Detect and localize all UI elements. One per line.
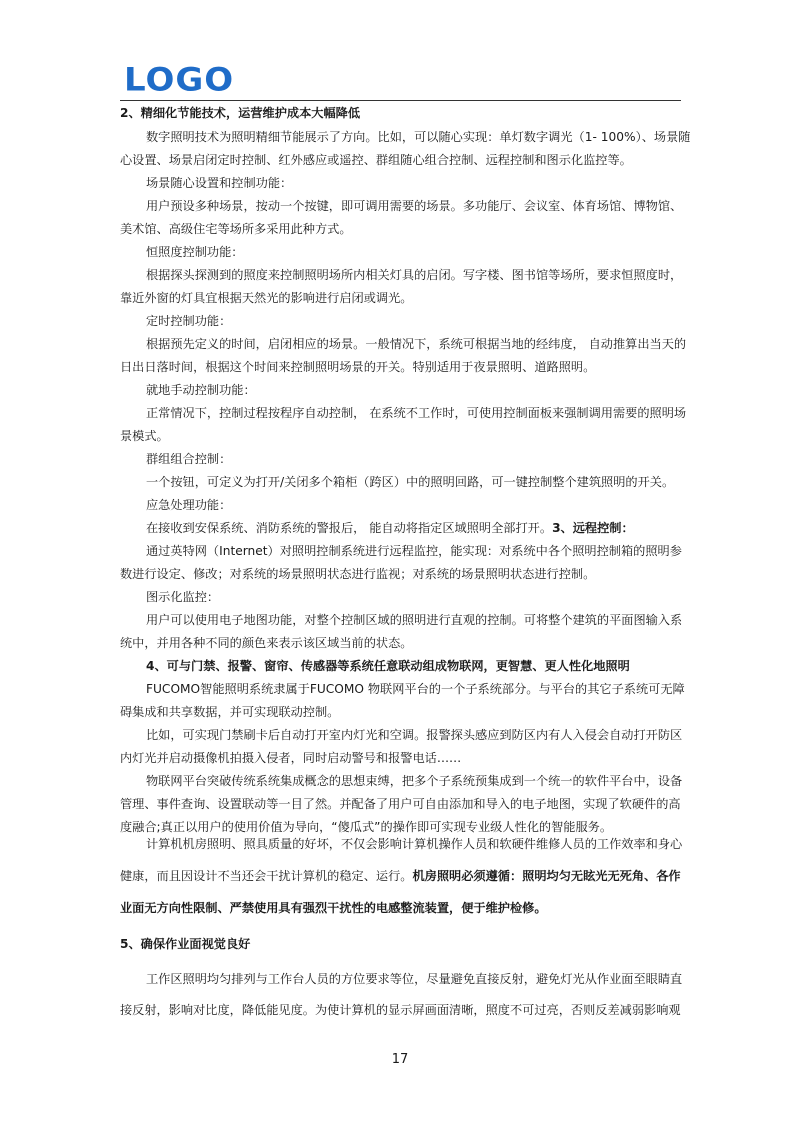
paragraph-line: 美术馆、高级住宅等场所多采用此种方式。 bbox=[120, 222, 352, 236]
paragraph-line: 接反射，影响对比度，降低能见度。为使计算机的显示屏画面清晰，照度不可过亮，否则反差减弱影响观 bbox=[120, 1003, 681, 1017]
paragraph-line: 计算机机房照明、照具质量的好坏，不仅会影响计算机操作人员和软硬件维修人员的工作效率和身心 bbox=[146, 837, 683, 851]
section-heading-4: 4、可与门禁、报警、窗帘、传感器等系统任意联动组成物联网，更智慧、更人性化地照明 bbox=[146, 659, 630, 673]
subheading: 就地手动控制功能： bbox=[146, 383, 256, 397]
paragraph-line: 心设置、场景启闭定时控制、红外感应或遥控、群组随心组合控制、远程控制和图示化监控等。 bbox=[120, 153, 632, 167]
section-heading-5: 5、确保作业面视觉良好 bbox=[120, 937, 251, 951]
paragraph-line: 日出日落时间，根据这个时间来控制照明场景的开关。特别适用于夜景照明、道路照明。 bbox=[120, 360, 596, 374]
subheading: 图示化监控： bbox=[146, 590, 220, 604]
paragraph-line: FUCOMO智能照明系统隶属于FUCOMO 物联网平台的一个子系统部分。与平台的其它子系统可无障 bbox=[146, 682, 685, 696]
paragraph-line: 度融合;真正以用户的使用价值为导向，“傻瓜式”的操作即可实现专业级人性化的智能服务。 bbox=[120, 820, 613, 834]
subheading: 场景随心设置和控制功能： bbox=[146, 176, 293, 190]
paragraph-line: 管理、事件查询、设置联动等一目了然。并配备了用户可自由添加和导入的电子地图，实现了软硬件的高 bbox=[120, 797, 681, 811]
emphasis-text: 机房照明必须遵循：照明均匀无眩光无死角、各作 bbox=[412, 869, 681, 883]
paragraph-line: 用户预设多种场景，按动一个按键，即可调用需要的场景。多功能厅、会议室、体育场馆、博物馆、 bbox=[146, 199, 683, 213]
paragraph-text: 健康，而且因设计不当还会干扰计算机的稳定、运行。 bbox=[120, 869, 413, 883]
section-heading-3: 3、远程控制： bbox=[552, 521, 634, 535]
header-divider bbox=[120, 100, 681, 101]
paragraph-line: 数进行设定、修改；对系统的场景照明状态进行监视；对系统的场景照明状态进行控制。 bbox=[120, 567, 596, 581]
logo: LOGO bbox=[124, 61, 235, 99]
paragraph-line: 内灯光并启动摄像机拍摄入侵者，同时启动警号和报警电话…… bbox=[120, 751, 462, 765]
paragraph-line bbox=[120, 867, 682, 885]
paragraph-line: 碍集成和共享数据，并可实现联动控制。 bbox=[120, 705, 340, 719]
paragraph-line: 比如，可实现门禁刷卡后自动打开室内灯光和空调。报警探头感应到防区内有人入侵会自动打开防区 bbox=[146, 728, 683, 742]
paragraph-line: 用户可以使用电子地图功能，对整个控制区域的照明进行直观的控制。可将整个建筑的平面图输入系 bbox=[146, 613, 683, 627]
subheading: 应急处理功能： bbox=[146, 498, 232, 512]
paragraph-text: 在接收到安保系统、消防系统的警报后， 能自动将指定区域照明全部打开。 bbox=[146, 521, 553, 535]
paragraph-line: 物联网平台突破传统系统集成概念的思想束缚，把多个子系统预集成到一个统一的软件平台中，设备 bbox=[146, 774, 683, 788]
subheading: 恒照度控制功能： bbox=[146, 245, 244, 259]
paragraph-line: 一个按钮，可定义为打开/关闭多个箱柜（跨区）中的照明回路，可一键控制整个建筑照明的开关。 bbox=[146, 475, 675, 489]
paragraph-line: 统中，并用各种不同的颜色来表示该区域当前的状态。 bbox=[120, 636, 413, 650]
paragraph-line: 数字照明技术为照明精细节能展示了方向。比如，可以随心实现：单灯数字调光（1- 100%）、场景随 bbox=[146, 130, 691, 144]
paragraph-line: 根据预先定义的时间，启闭相应的场景。一般情况下，系统可根据当地的经纬度， 自动推算出当天的 bbox=[146, 337, 687, 351]
paragraph-line: 工作区照明均匀排列与工作台人员的方位要求等位，尽量避免直接反射，避免灯光从作业面至眼睛直 bbox=[146, 972, 683, 986]
paragraph-line: 景模式。 bbox=[120, 429, 169, 443]
paragraph-line: 正常情况下，控制过程按程序自动控制， 在系统不工作时，可使用控制面板来强制调用需要的照明场 bbox=[146, 406, 687, 420]
section-heading-2: 2、精细化节能技术，运营维护成本大幅降低 bbox=[120, 106, 361, 120]
paragraph-line: 通过英特网（Internet）对照明控制系统进行远程监控，能实现：对系统中各个照明控制箱的照明参 bbox=[146, 544, 682, 558]
page-number: 17 bbox=[391, 1052, 409, 1067]
paragraph-line bbox=[146, 519, 682, 537]
subheading: 定时控制功能： bbox=[146, 314, 232, 328]
subheading: 群组组合控制： bbox=[146, 452, 232, 466]
paragraph-line: 业面无方向性限制、严禁使用具有强烈干扰性的电感整流装置，便于维护检修。 bbox=[120, 901, 547, 915]
paragraph-line: 根据探头探测到的照度来控制照明场所内相关灯具的启闭。写字楼、图书馆等场所，要求恒照度时， bbox=[146, 268, 683, 282]
paragraph-line: 靠近外窗的灯具宜根据天然光的影响进行启闭或调光。 bbox=[120, 291, 413, 305]
